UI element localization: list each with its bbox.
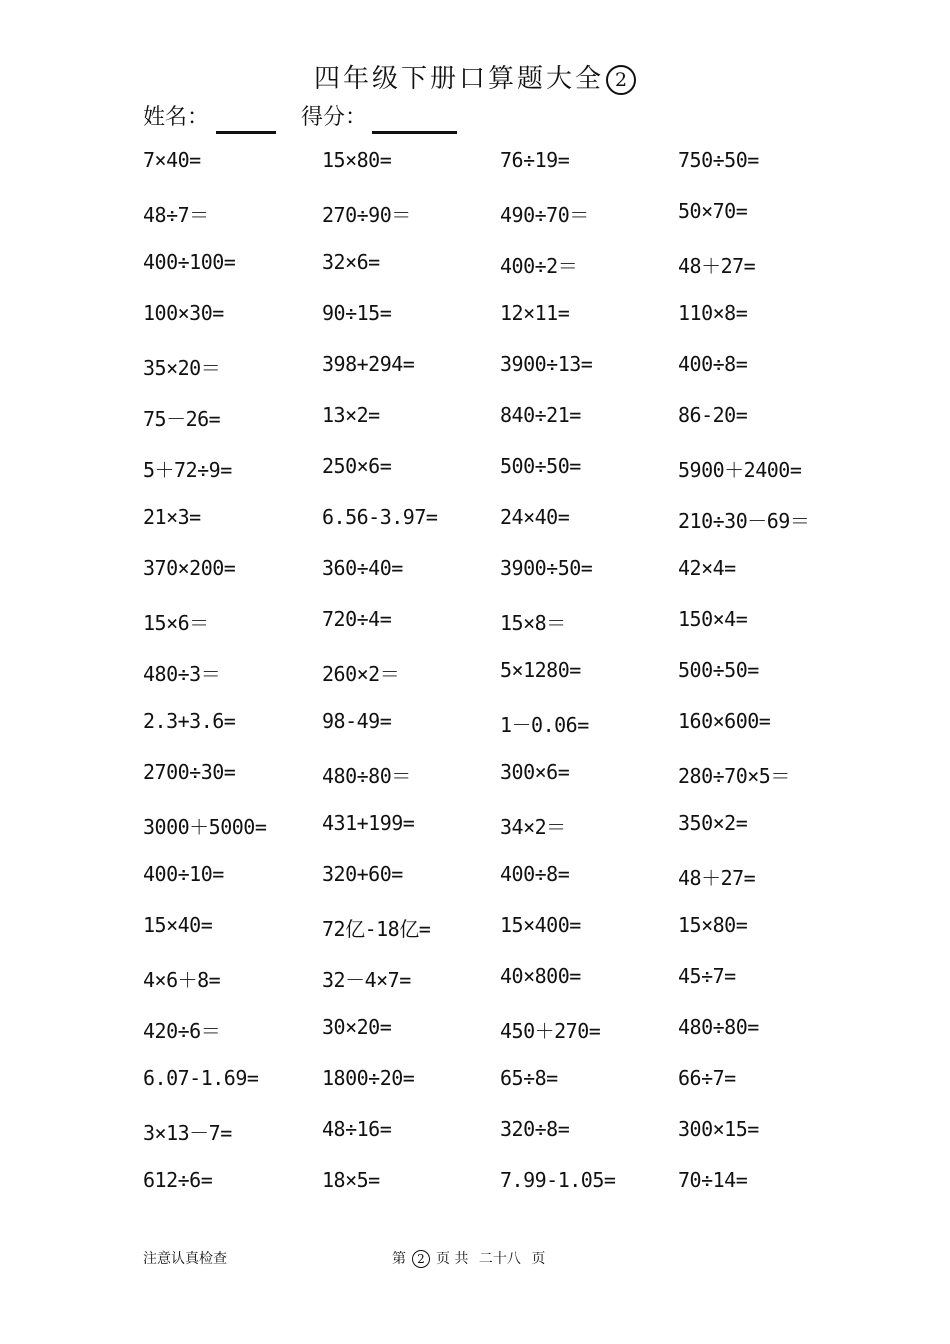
problem-item: 400÷8= (678, 352, 748, 376)
problem-item: 48÷16= (322, 1117, 392, 1141)
problem-item: 612÷6= (143, 1168, 213, 1192)
problem-row (143, 301, 863, 352)
footer-page-mid: 页 共 (436, 1251, 469, 1267)
problem-item: 48＋27= (678, 866, 756, 890)
problem-item: 480÷3＝ (143, 662, 221, 686)
problem-item: 15×400= (500, 913, 581, 937)
problem-item: 270÷90＝ (322, 203, 411, 227)
problem-item: 160×600= (678, 709, 771, 733)
problem-item: 1－0.06= (500, 713, 589, 737)
problem-item: 360÷40= (322, 556, 403, 580)
problem-item: 66÷7= (678, 1066, 736, 1090)
problem-row (143, 811, 863, 862)
problem-item: 431+199= (322, 811, 415, 835)
problem-item: 72亿-18亿= (322, 917, 431, 941)
problem-row (143, 250, 863, 301)
problem-item: 5900＋2400= (678, 458, 802, 482)
problem-row (143, 913, 863, 964)
problem-item: 45÷7= (678, 964, 736, 988)
problem-item: 76÷19= (500, 148, 570, 172)
problem-row (143, 658, 863, 709)
problem-row (143, 1117, 863, 1168)
problem-item: 13×2= (322, 403, 380, 427)
problem-row (143, 199, 863, 250)
problem-row (143, 964, 863, 1015)
problem-item: 300×15= (678, 1117, 759, 1141)
problem-row (143, 1168, 863, 1219)
problem-item: 15×40= (143, 913, 213, 937)
footer-total-pages: 二十八 (478, 1251, 521, 1267)
problem-item: 210÷30－69＝ (678, 509, 810, 533)
problem-row (143, 556, 863, 607)
problem-row (143, 403, 863, 454)
problem-item: 32×6= (322, 250, 380, 274)
problem-item: 21×3= (143, 505, 201, 529)
problem-item: 350×2= (678, 811, 748, 835)
problem-item: 30×20= (322, 1015, 392, 1039)
problem-row (143, 1015, 863, 1066)
problem-item: 50×70= (678, 199, 748, 223)
problem-item: 3000＋5000= (143, 815, 267, 839)
problem-item: 420÷6＝ (143, 1019, 221, 1043)
problem-item: 750÷50= (678, 148, 759, 172)
problem-item: 6.56-3.97= (322, 505, 438, 529)
problem-item: 320+60= (322, 862, 403, 886)
problem-item: 4×6＋8= (143, 968, 221, 992)
problem-item: 65÷8= (500, 1066, 558, 1090)
footer-page-number: 2 (412, 1250, 430, 1268)
problem-item: 2.3+3.6= (143, 709, 236, 733)
problem-grid (143, 148, 863, 1219)
problem-item: 720÷4= (322, 607, 392, 631)
problem-item: 40×800= (500, 964, 581, 988)
problem-item: 500÷50= (500, 454, 581, 478)
problem-item: 86-20= (678, 403, 748, 427)
title-circled-number: 2 (606, 65, 636, 95)
problem-item: 400÷100= (143, 250, 236, 274)
problem-item: 500÷50= (678, 658, 759, 682)
problem-item: 5×1280= (500, 658, 581, 682)
problem-item: 12×11= (500, 301, 570, 325)
problem-row (143, 760, 863, 811)
problem-row (143, 607, 863, 658)
problem-item: 15×6＝ (143, 611, 209, 635)
problem-item: 7.99-1.05= (500, 1168, 616, 1192)
problem-item: 3900÷13= (500, 352, 593, 376)
problem-item: 280÷70×5＝ (678, 764, 790, 788)
name-label: 姓名： (143, 105, 210, 130)
problem-item: 6.07-1.69= (143, 1066, 259, 1090)
problem-item: 400÷10= (143, 862, 224, 886)
problem-item: 35×20＝ (143, 356, 221, 380)
problem-item: 400÷8= (500, 862, 570, 886)
problem-row (143, 454, 863, 505)
problem-item: 90÷15= (322, 301, 392, 325)
problem-row (143, 148, 863, 199)
problem-row (143, 505, 863, 556)
problem-item: 24×40= (500, 505, 570, 529)
problem-item: 370×200= (143, 556, 236, 580)
problem-item: 400÷2＝ (500, 254, 578, 278)
name-blank-line[interactable] (216, 131, 276, 134)
problem-item: 5＋72÷9= (143, 458, 232, 482)
page-title (0, 58, 950, 95)
footer-page-prefix: 第 (392, 1251, 406, 1267)
problem-item: 480÷80= (678, 1015, 759, 1039)
problem-item: 110×8= (678, 301, 748, 325)
problem-item: 398+294= (322, 352, 415, 376)
problem-item: 3×13－7= (143, 1121, 232, 1145)
problem-item: 3900÷50= (500, 556, 593, 580)
problem-item: 250×6= (322, 454, 392, 478)
problem-item: 320÷8= (500, 1117, 570, 1141)
problem-item: 150×4= (678, 607, 748, 631)
problem-item: 490÷70＝ (500, 203, 589, 227)
title-text: 四年级下册口算题大全 (313, 64, 604, 94)
problem-item: 18×5= (322, 1168, 380, 1192)
problem-item: 70÷14= (678, 1168, 748, 1192)
problem-item: 15×8＝ (500, 611, 566, 635)
footer-page-info (392, 1248, 545, 1268)
problem-item: 15×80= (678, 913, 748, 937)
problem-item: 42×4= (678, 556, 736, 580)
footer-note: 注意认真检查 (143, 1251, 227, 1267)
problem-item: 34×2＝ (500, 815, 566, 839)
problem-item: 300×6= (500, 760, 570, 784)
problem-item: 480÷80＝ (322, 764, 411, 788)
problem-item: 32－4×7= (322, 968, 411, 992)
problem-item: 260×2＝ (322, 662, 400, 686)
problem-item: 98-49= (322, 709, 392, 733)
problem-item: 75－26= (143, 407, 221, 431)
problem-item: 7×40= (143, 148, 201, 172)
problem-item: 1800÷20= (322, 1066, 415, 1090)
problem-row (143, 352, 863, 403)
problem-row (143, 1066, 863, 1117)
score-blank-line[interactable] (372, 131, 457, 134)
problem-row (143, 709, 863, 760)
problem-item: 840÷21= (500, 403, 581, 427)
problem-item: 48＋27= (678, 254, 756, 278)
footer-page-suffix: 页 (531, 1251, 546, 1267)
problem-row (143, 862, 863, 913)
score-label: 得分： (301, 105, 368, 130)
problem-item: 48÷7＝ (143, 203, 209, 227)
problem-item: 15×80= (322, 148, 392, 172)
problem-item: 100×30= (143, 301, 224, 325)
problem-item: 2700÷30= (143, 760, 236, 784)
problem-item: 450＋270= (500, 1019, 601, 1043)
